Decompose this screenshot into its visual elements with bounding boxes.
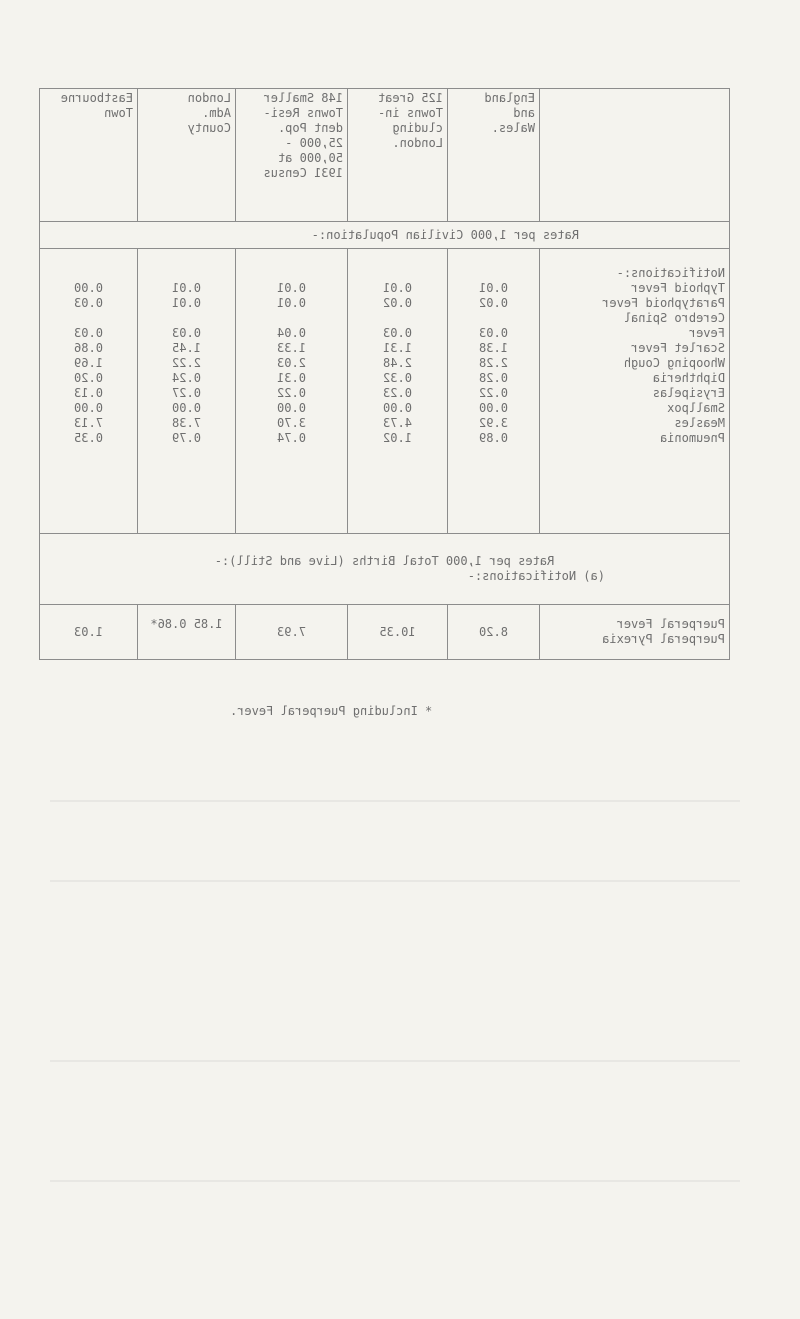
- header-england-wales: England and Wales.: [448, 89, 540, 222]
- header-eastbourne: Eastbourne Town: [40, 89, 138, 222]
- header-blank: [540, 89, 730, 222]
- section2-title: Rates per 1,000 Total Births (Live and Still):- (a) Notifications:-: [40, 534, 730, 605]
- section2-row-puerperal: [40, 605, 730, 660]
- section1-col-great-towns: 0.01 0.02 0.03 1.31 2.48 0.32 0.23 0.00 4.73 1.02: [348, 249, 448, 534]
- section2-london: 1.85 0.86*: [138, 605, 236, 660]
- section1-body: [40, 249, 730, 534]
- section1-col-england-wales: 0.01 0.02 0.03 1.38 2.28 0.28 0.22 0.00 3.92 0.89: [448, 249, 540, 534]
- section2-great-towns: 10.35: [348, 605, 448, 660]
- section2-smaller-towns: 7.93: [236, 605, 348, 660]
- section1-labels: Notifications:- Typhoid Fever Paratyphoid Fever Cerebro Spinal Fever Scarlet Fever Whooping Cough Diphtheria Erysipelas Smallpox Measles Pneumonia: [540, 249, 730, 534]
- bleed-through-texture: [40, 760, 760, 1280]
- section2-england-wales: 8.20: [448, 605, 540, 660]
- section1-col-london: 0.01 0.01 0.03 1.45 2.22 0.24 0.27 0.00 7.38 0.79: [138, 249, 236, 534]
- statistics-table-wrapper: [40, 88, 730, 660]
- footnote: * Including Puerperal Fever.: [230, 704, 433, 718]
- section2-eastbourne: 1.03: [40, 605, 138, 660]
- notifications-table: [39, 88, 730, 660]
- section1-title-row: [40, 222, 730, 249]
- header-smaller-towns: 148 Smaller Towns Resi- dent Pop. 25,000 - 50,000 at 1931 Census: [236, 89, 348, 222]
- header-row: [40, 89, 730, 222]
- header-london: London Adm. County: [138, 89, 236, 222]
- section2-title-row: [40, 534, 730, 605]
- header-great-towns: 125 Great Towns in- cluding London.: [348, 89, 448, 222]
- section2-label: Puerperal Fever Puerperal Pyrexia: [540, 605, 730, 660]
- section1-col-eastbourne: 0.00 0.03 0.03 0.86 1.69 0.20 0.13 0.00 7.13 0.35: [40, 249, 138, 534]
- section1-col-smaller-towns: 0.01 0.01 0.04 1.33 2.03 0.31 0.22 0.00 3.70 0.74: [236, 249, 348, 534]
- section1-title: Rates per 1,000 Civilian Population:-: [40, 222, 730, 249]
